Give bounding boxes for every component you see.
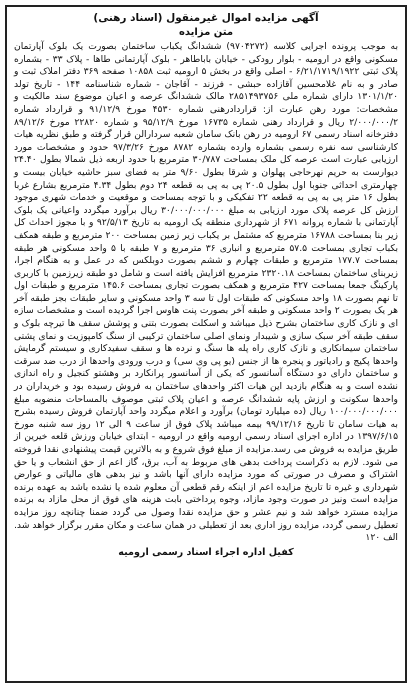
notice-subtitle: متن مزایده	[178, 27, 234, 38]
notice-body: به موجب پرونده اجرایی کلاسه (۹۷۰۴۲۷۲) ششدانگ یکباب ساختمان بصورت یک بلوک آپارتمان مسکونی واقع در ارومیه - بلوار رودکی - خیابان باباطاهر - بلوک آپارتمانی طاها - پلاک ۳۳ - بشماره پلاک ثبتی ۶/۲۱/۱۷۱۹/۱۹۲۲ - اصلی واقع در بخش ۵ ارومیه ثبت ۱۰۸۵۸ صفحه ۳۶۹ دفتر املاک ثبت و صادر و به نام غلامحسین آقازاده حبشی - فرزند - آقاجان - شماره شناسنامه ۱۴۴ - تاریخ تولد ۱۳۰۱/۱/۲۰ دارای شماره ملی ۲۸۵۱۴۹۳۷۵۶ مالک ششدانگ عرصه و اعیان موضوع سند مالکیت و مشخصات: مورد رهن عبارت از: قراردادرهنی شماره ۴۵۳۰ مورخ ۹۱/۱۲/۹ و قرارداد شماره ۲/۰۰۰/۰۰۰/۲ ریال و قرارداد رهنی شماره ۱۶۷۳۵ مورخ ۹۵/۱۲/۹ و شماره ۲۲۸۲۰ مورخ ۸۹/۱۲/۶ دفترخانه اسناد رسمی ۶۷ ارومیه در رهن بانک سامان شعبه سردارالن قرار گرفته و طبق نظریه هیات کارشناسی سه نفره رسمی بشماره وارده بشماره ۸۷۸۲ مورخ ۹۷/۳/۲۶ حدود و مشخصات مورد ارزیابی عبارت است عرصه کل ملک بمساحت ۳۰/۷۸۷ مترمربع با حدود اربعه ذیل شمالا بطول ۲۴.۴۰ دیوارست به حریم نهرحاجی پهلوان و شرقا بطول ۹/۶۰ متر به فضای سبز حاشیه خیابان بیست و چهارمتری احداثی جنوبا اول بطول ۲۰.۵ پی به پی به قطعه ۲۴ دوم بطول ۴.۳۴ مترمربع بشارع غربا بطول ۱۶ متر پی به پی به قطعه ۲۲ تفکیکی و با توجه بمساحت و موقعیت و خدمات شهری موجود ارزش کل عرصه پلاک مورد ارزیابی به مبلغ ۳۰/۰۰۰/۰۰۰/۰۰۰ ریال برآورد میگردد واعیانی یک بلوک آپارتمانی با شماره پروانه ۶۷۱ از شهرداری منطقه یک ارومیه به تاریخ ۹۲/۵/۱۳ و با مجوز احداث کل زیر بنا بمساحت ۱۶۷۸۸ مترمربع که مشتمل بر یکباب زیر زمین بمساحت ۲۰۰ مترمربع و طبقه همکف بکباب تجاری بمساحت ۵۷.۵ مترمربع و انباری ۳۶ مترمربع و ۷ طبقه با ۵ واحد مسکونی هر طبقه بمساحت ۱۷۷.۷ مترمربع و طبقات چهارم و ششم بصورت دوبلکس که در عمل و به هنگام اجرا، زیربنای ساختمان بمساحت ۲۳۲۰.۱۸ مترمربع افزایش یافته است و شامل دو طبقه زیرزمین با کاربری پارکینگ جمعا بمساحت ۴۲۷ مترمربع و همکف بصورت تجاری بمساحت ۱۴۵.۶ مترمربع و طبقات اول تا نهم بصورت ۱۸ واحد مسکونی که طبقات اول تا سه ۳ واحد مسکونی و سایر طبقات بجز طبقه آخر هر یک بصورت ۲ واحد مسکونی و طبقه آخر بصورت پنت هاوس اجرا گردیده است و مشخصات سازه ای و نازک کاری ساختمان بشرح ذیل میباشد و اسکلت بصورت بتنی و پوشش سقف ها تیرچه بلوک و سقف طبقه آخر سبک سازی و شیبدار ونمای اصلی ساختمان ترکیبی از سنگ کامپوزیت و نمای پشتی ساختمان سیمانکاری و نازک کاری راه پله ها سنگ و نرده ها و سقف سفیدکاری و سیستم گرمایش واحدها پکیج و رادیاتور و پنجره ها از جنس (یو پی وی سی) و درب ورودی واحدها از درب ضد سرقت و ساختمان دارای دو دستگاه آسانسور که یکی از آسانسور پرانکارد بر وهشتو کنجیل و راه اندازی نشده است و به هنگام بازدید این هیات اکثر واحدهای ساختمان به فروش رسیده بود و خریداران در واحدها سکونت و ارزش پایه ششدانگ عرصه و اعیان پلاک ثبتی موصوف بالمساحات منضوبه مبلغ ۱۰۰/۰۰۰/۰۰۰/۰۰۰ ریال (ده میلیارد تومان) برآورد و اعلام میگردد واحد آپارتمان فروش رسیده بشرح به هیات سامان تا تاریخ ۹۹/۱۲/۱۶ بیمه میباشد پلاک فوق از ساعت ۹ الی ۱۲ روز سه شنبه مورخ ۱۳۹۷/۶/۱۵ در اداره اجرای اسناد رسمی ارومیه واقع در ارومیه - ابتدای خیابان ورزش قلعه خیرین از طریق مزایده به فروش می رسد.مزایده از مبلغ فوق شروع و به بالاترین قیمت پیشنهادی نقدا فروخته می شود. لازم به ذکراست پرداخت بدهی های مربوط به آب، برق، گاز اعم از حق انشعاب و یا حق اشتراک و مصرف در صورتی که مورد مزایده دارای آنها باشد و نیز بدهی های مالیاتی و عوارض شهرداری و غیره تا تاریخ مزایده اعم از اینکه رقم قطعی آن معلوم شده یا نشده باشد به عهده برنده مزایده است ونیز در صورت وجود مازاد، وجوه پرداختی بابت هزینه های فوق از محل مازاد به برنده مزایده مسترد خواهد شد و نیم عشر و حق مزایده نقدا وصول می گردد ضمنا چنانچه روز مزایده تعطیل رسمی گردد، مزایده روز اداری بعد از تعطیلی در همان ساعت و مکان مقرر برگزار خواهد شد. الف ۱۲۰	[14, 41, 399, 544]
notice-title: آگهی مزایده اموال غیرمنقول (اسناد رهنی)	[93, 12, 319, 24]
auction-notice	[5, 5, 407, 683]
notice-header	[14, 11, 398, 40]
notice-signature: کفیل اداره اجراء اسناد رسمی ارومیه	[118, 546, 294, 558]
